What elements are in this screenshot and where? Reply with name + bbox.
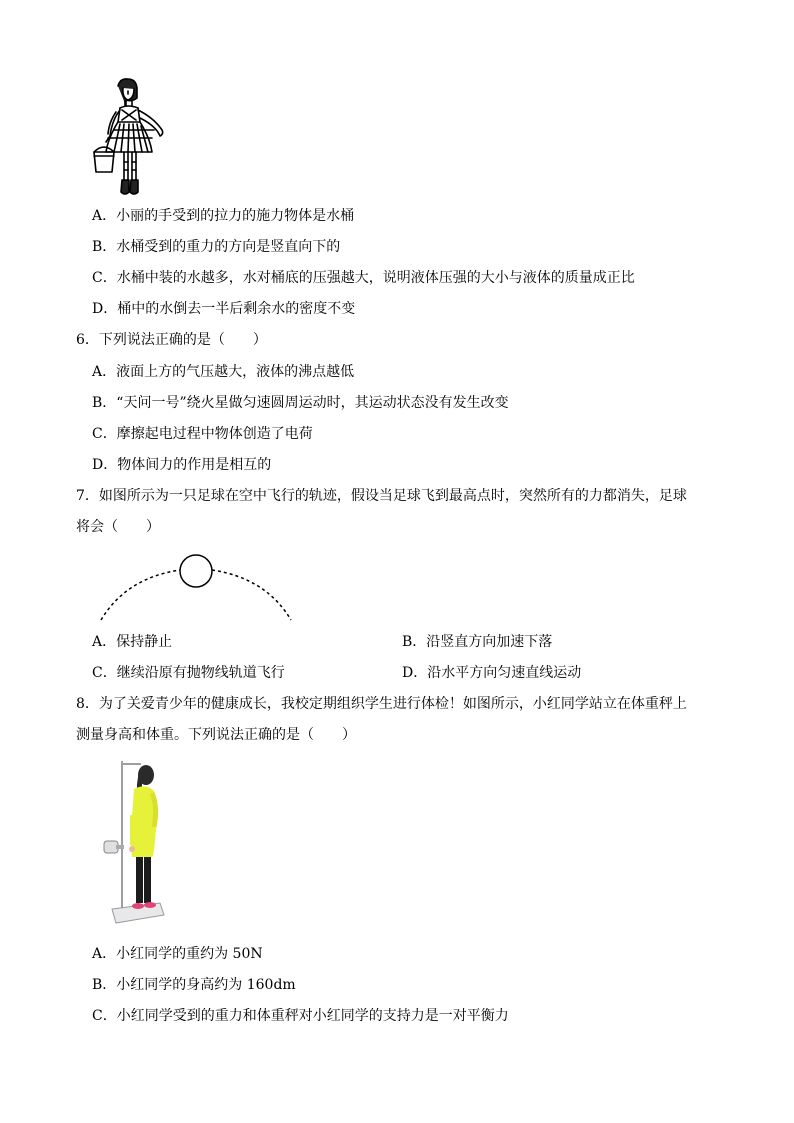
q8-stem-line2: 测量身高和体重。下列说法正确的是（ ） — [76, 727, 356, 743]
q5-option-d: D．桶中的水倒去一半后剩余水的密度不变 — [92, 301, 356, 317]
q5-option-a: A．小丽的手受到的拉力的施力物体是水桶 — [92, 208, 355, 224]
q7-stem-line1: 7．如图所示为一只足球在空中飞行的轨迹，假设当足球飞到最高点时，突然所有的力都消失，足球 — [76, 488, 687, 504]
q8-option-a: A．小红同学的重约为 50N — [92, 946, 263, 962]
q6-option-b: B．“天问一号”绕火星做匀速圆周运动时，其运动状态没有发生改变 — [92, 395, 509, 411]
q6-option-d: D．物体间力的作用是相互的 — [92, 457, 272, 473]
girl-carrying-bucket-figure — [92, 76, 172, 200]
football-circle — [180, 555, 212, 587]
q8-stem-line1: 8．为了关爱青少年的健康成长，我校定期组织学生进行体检！如图所示，小红同学站立在体重秤上 — [76, 696, 687, 712]
girl-on-scale-figure — [94, 757, 172, 927]
q5-option-b: B．水桶受到的重力的方向是竖直向下的 — [92, 239, 341, 255]
q6-option-a: A．液面上方的气压越大，液体的沸点越低 — [92, 364, 355, 380]
q8-option-c: C．小红同学受到的重力和体重秤对小红同学的支持力是一对平衡力 — [92, 1008, 509, 1024]
q6-option-c: C．摩擦起电过程中物体创造了电荷 — [92, 426, 313, 442]
q7-option-d: D．沿水平方向匀速直线运动 — [402, 665, 582, 681]
q6-stem: 6．下列说法正确的是（ ） — [76, 332, 267, 348]
q7-option-a: A．保持静止 — [92, 634, 173, 650]
q7-option-c: C．继续沿原有抛物线轨道飞行 — [92, 665, 285, 681]
q7-stem-line2: 将会（ ） — [76, 519, 160, 535]
q7-option-b: B．沿竖直方向加速下落 — [402, 634, 553, 650]
q5-option-c: C．水桶中装的水越多，水对桶底的压强越大，说明液体压强的大小与液体的质量成正比 — [92, 270, 635, 286]
football-trajectory-figure — [96, 548, 296, 626]
q8-option-b: B．小红同学的身高约为 160dm — [92, 977, 296, 993]
